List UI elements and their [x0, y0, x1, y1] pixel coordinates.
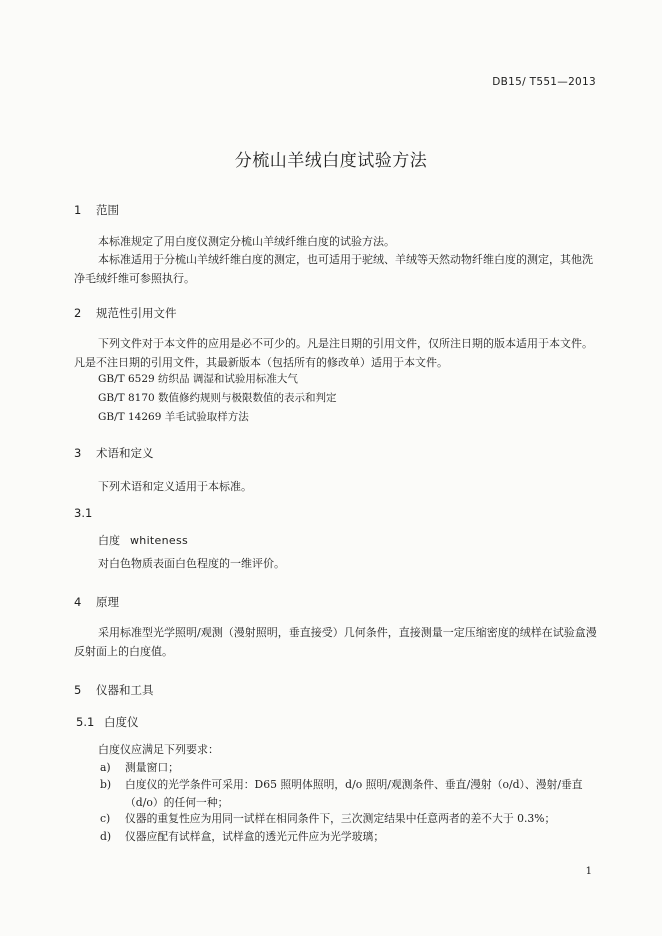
- reference-item: GB/T 8170 数值修约规则与极限数值的表示和判定: [98, 392, 337, 404]
- page-number: 1: [585, 866, 592, 877]
- section-title: 仪器和工具: [96, 683, 154, 697]
- section-number: 2: [74, 306, 82, 320]
- section-1-heading: [74, 202, 119, 218]
- term-line: [98, 532, 188, 548]
- section-5-intro: 白度仪应满足下列要求：: [98, 743, 219, 756]
- list-item-text: 测量窗口；: [125, 761, 179, 774]
- section-2-heading: [74, 305, 177, 321]
- section-title: 术语和定义: [96, 446, 154, 460]
- list-item-label: c): [100, 812, 111, 825]
- list-item-text: 仪器应配有试样盒，试样盒的透光元件应为光学玻璃；: [125, 830, 385, 843]
- list-item-text: 白度仪的光学条件可采用：D65 照明体照明，d/o 照明/观测条件、垂直/漫射（o/d）、漫射/垂直（d/o）的任何一种；: [125, 778, 583, 809]
- list-item-text: 仪器的重复性应为用同一试样在相同条件下，三次测定结果中任意两者的差不大于 0.3%；: [125, 812, 556, 825]
- list-item: [100, 759, 610, 777]
- reference-item: GB/T 14269 羊毛试验取样方法: [98, 411, 249, 423]
- list-item-label: b): [100, 778, 112, 791]
- term-number: 3.1: [74, 506, 93, 520]
- list-item: [100, 810, 610, 828]
- subsection-number: 5.1: [76, 715, 95, 729]
- document-title: 分梳山羊绒白度试验方法: [234, 151, 428, 171]
- reference-item: GB/T 6529 纺织品 调湿和试验用标准大气: [98, 373, 298, 385]
- list-item: [100, 776, 610, 812]
- standard-code: DB15/ T551—2013: [492, 76, 596, 88]
- section-number: 4: [74, 595, 82, 609]
- section-title: 范围: [96, 203, 119, 217]
- subsection-title: 白度仪: [104, 715, 139, 729]
- section-3-heading: [74, 445, 154, 461]
- section-3-paragraph-1: 下列术语和定义适用于本标准。: [98, 480, 252, 493]
- section-4-paragraph-1: 采用标准型光学照明/观测（漫射照明，垂直接受）几何条件，直接测量一定压缩密度的绒样在试验盒漫反射面上的白度值。: [74, 626, 597, 658]
- section-1-paragraph-1: 本标准规定了用白度仪测定分梳山羊绒纤维白度的试验方法。: [98, 235, 395, 248]
- list-item-label: d): [100, 830, 112, 843]
- section-number: 3: [74, 446, 82, 460]
- section-4-heading: [74, 594, 119, 610]
- list-item: [100, 828, 610, 846]
- section-1-paragraph-2: 本标准适用于分梳山羊绒纤维白度的测定，也可适用于驼绒、羊绒等天然动物纤维白度的测定，其他洗净毛绒纤维可参照执行。: [74, 253, 593, 285]
- section-title: 原理: [96, 595, 119, 609]
- term-english: whiteness: [130, 534, 189, 547]
- subsection-5-1-heading: [76, 714, 139, 730]
- list-item-label: a): [100, 761, 111, 774]
- section-title: 规范性引用文件: [96, 306, 177, 320]
- section-number: 1: [74, 203, 82, 217]
- section-2-paragraph-1: 下列文件对于本文件的应用是必不可少的。凡是注日期的引用文件，仅所注日期的版本适用于本文件。凡是不注日期的引用文件，其最新版本（包括所有的修改单）适用于本文件。: [74, 337, 593, 369]
- section-5-heading: [74, 682, 154, 698]
- term-chinese: 白度: [98, 534, 120, 547]
- term-definition: 对白色物质表面白色程度的一维评价。: [98, 557, 285, 570]
- section-number: 5: [74, 683, 82, 697]
